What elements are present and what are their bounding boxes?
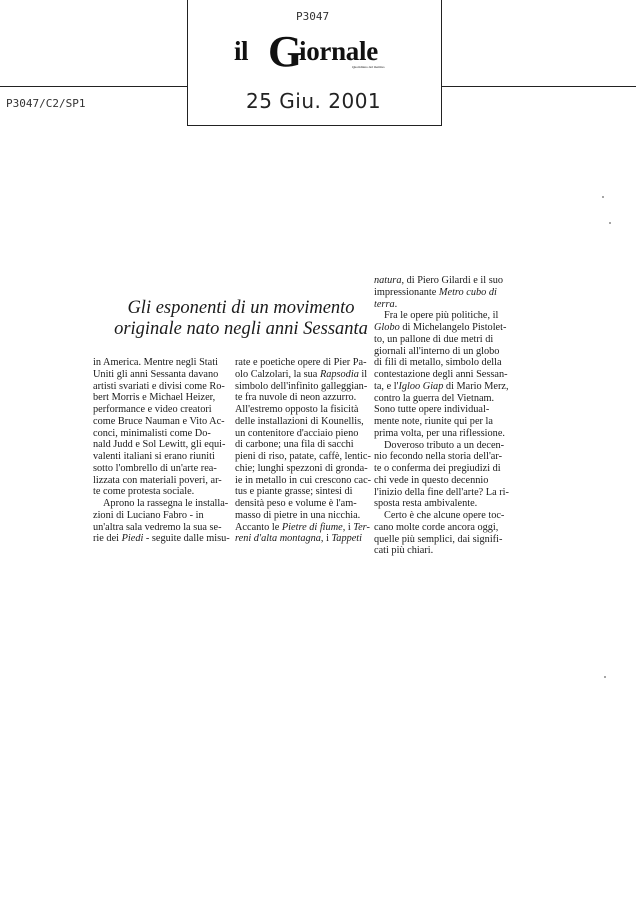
article-text-line: terra. — [374, 298, 398, 310]
article-text-line: quelle più semplici, dai signifi- — [374, 533, 503, 545]
article-text-line: sotto l'ombrello di un'arte rea- — [93, 462, 217, 474]
document-code-left: P3047/C2/SP1 — [6, 97, 86, 110]
article-text-line: tus e piante grasse; sintesi di — [235, 486, 353, 498]
article-text-line: di carbone; una fila di sacchi — [235, 439, 354, 451]
newspaper-logo — [232, 26, 402, 74]
article-text-line: delle installazioni di Kounellis, — [235, 415, 364, 427]
article-text-line: un contenitore d'acciaio pieno — [235, 427, 359, 439]
article-text-line: Sono tutte opere individual- — [374, 404, 490, 416]
article-text-line: Accanto le Pietre di fiume, i Ter- — [235, 521, 370, 533]
headline-line-2: originale nato negli anni Sessanta — [114, 319, 368, 339]
document-code-top: P3047 — [296, 10, 330, 23]
article-text-line: Certo è che alcune opere toc- — [384, 510, 505, 521]
scan-speck — [609, 222, 611, 224]
article-column-2 — [235, 357, 372, 545]
article-text-line: chie; lunghi spezzoni di gronda- — [235, 462, 368, 474]
article-text-line: olo Calzolari, la sua Rapsodia il — [235, 368, 368, 380]
article-column-1 — [93, 357, 230, 545]
article-text-line: artisti svariati e divisi come Ro- — [93, 380, 225, 392]
article-text-line: in America. Mentre negli Stati — [93, 357, 218, 368]
header-divider-left — [187, 0, 188, 125]
article-text-line: pieni di riso, patate, caffè, lentic- — [235, 451, 371, 462]
article-column-3 — [374, 275, 510, 557]
article-text-line: reni d'alta montagna, i Tappeti — [235, 533, 363, 545]
article-text-line: nio fecondo nella storia dell'ar- — [374, 451, 503, 463]
article-text-line: ie in metallo in cui crescono cac- — [235, 474, 372, 486]
article-text-line: Aprono la rassegna le installa- — [103, 498, 229, 509]
article-text-line: Globo di Michelangelo Pistolet- — [374, 322, 507, 333]
header-rule-right — [441, 86, 636, 87]
article-text-line: come Bruce Nauman e Vito Ac- — [93, 415, 225, 427]
article-text-line: All'estremo opposto la fisicità — [235, 404, 359, 415]
article-text-line: zioni di Luciano Fabro - in — [93, 509, 204, 521]
article-text-line: chi vede in questo decennio — [374, 474, 489, 486]
article-text-line: cano molte corde ancora oggi, — [374, 521, 499, 533]
article-text-line: contestazione degli anni Sessan- — [374, 369, 508, 380]
article-text-line: bert Morris e Michael Heizer, — [93, 392, 216, 404]
headline-line-1: Gli esponenti di un movimento — [127, 298, 355, 318]
article-text-line: cati più chiari. — [374, 545, 434, 557]
header-rule-bottom — [187, 125, 442, 126]
logo-g: G — [268, 27, 303, 76]
article-text-line: contro la guerra del Vietnam. — [374, 392, 495, 404]
article-text-line: te o conferma dei pregiudizi di — [374, 463, 501, 474]
article-headline — [96, 298, 386, 340]
article-text-line: giornali all'interno di un globo — [374, 345, 500, 357]
article-text-line: to, un pallone di due metri di — [374, 333, 494, 345]
article-text-line: lizzata con materiali poveri, ar- — [93, 474, 222, 486]
logo-il: il — [234, 36, 249, 66]
article-text-line: Doveroso tributo a un decen- — [384, 439, 505, 451]
article-text-line: performance e video creatori — [93, 404, 212, 415]
header-rule-left — [0, 86, 188, 87]
article-text-line: rie dei Piedi - seguite dalle misu- — [93, 533, 230, 545]
article-text-line: valenti italiani si erano riuniti — [93, 451, 215, 462]
article-text-line: te come protesta sociale. — [93, 486, 195, 498]
article-text-line: impressionante Metro cubo di — [374, 286, 497, 298]
article-text-line: sposta resta ambivalente. — [374, 498, 478, 510]
article-text-line: te fra nuvole di neon azzurro. — [235, 392, 357, 404]
logo-iornale: iornale — [299, 36, 378, 66]
header-divider-right — [441, 0, 442, 125]
article-text-line: mente note, riunite qui per la — [374, 416, 493, 427]
article-text-line: di fili di metallo, simbolo della — [374, 357, 502, 369]
article-text-line: rate e poetiche opere di Pier Pa- — [235, 357, 367, 368]
scan-speck — [604, 676, 606, 678]
article-text-line: densità peso e volume è l'am- — [235, 498, 357, 509]
logo-tagline: Quotidiano del mattino — [352, 65, 385, 69]
article-text-line: natura, di Piero Gilardi e il suo — [374, 275, 503, 286]
article-text-line: ta, e l'Igloo Giap di Mario Merz, — [374, 380, 509, 392]
article-text-line: prima volta, per una riflessione. — [374, 427, 505, 439]
article-text-line: l'inizio della fine dell'arte? La ri- — [374, 486, 509, 498]
article-text-line: nald Judd e Sol Lewitt, gli equi- — [93, 439, 226, 451]
scan-speck — [602, 196, 604, 198]
article-text-line: simbolo dell'infinito galleggian- — [235, 380, 368, 392]
article-text-line: conci, minimalisti come Do- — [93, 427, 211, 439]
article-text-line: Fra le opere più politiche, il — [384, 310, 499, 322]
article-text-line: Uniti gli anni Sessanta davano — [93, 368, 219, 380]
article-text-line: masso di pietre in una nicchia. — [235, 509, 361, 521]
publication-date: 25 Giu. 2001 — [246, 89, 382, 113]
article-text-line: un'altra sala vedremo la sua se- — [93, 521, 222, 533]
